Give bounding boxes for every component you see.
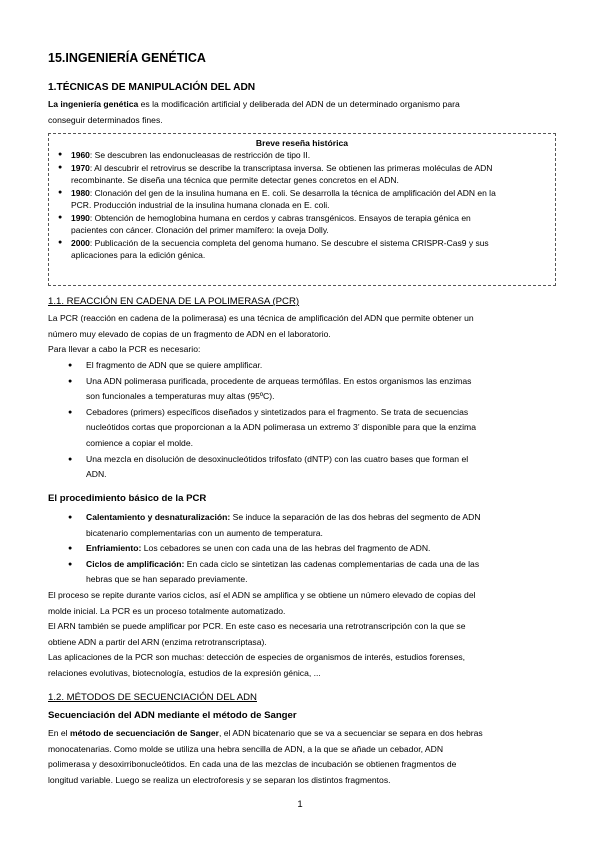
history-item [59,187,549,212]
list-item [48,358,563,374]
paragraph-line: El proceso se repite durante varios ciclos, así el ADN se amplifica y se obtiene un número elevado de copias del [48,590,476,600]
history-text: : Se descubren las endonucleasas de restricción de tipo II. [89,150,311,160]
step-text: Los cebadores se unen con cada una de las hebras del fragmento de ADN. [141,543,431,554]
pcr-intro-line: La PCR (reacción en cadena de la polimerasa) es una técnica de amplificación del ADN que permite obtener un [48,313,474,323]
list-item [48,452,563,483]
history-item [59,149,549,162]
pcr-closing-paragraphs [48,588,568,682]
list-item-text: Una ADN polimerasa purificada, procedente de arqueas termófilas. En estos organismos las enzimas [86,375,472,386]
list-item-text: ADN. [86,469,107,480]
history-year: 1970 [71,162,90,173]
page-number: 1 [297,799,303,810]
list-item-text: comience a copiar el molde. [86,437,193,448]
pcr-procedure-title: El procedimiento básico de la PCR [48,493,207,504]
intro-line-2: conseguir determinados fines. [48,114,163,125]
list-item-text: nucleótidos cortas que proporcionan a la ADN polimerasa un extremo 3’ disponible para que la enzima [86,422,476,433]
paragraph-line: Las aplicaciones de la PCR son muchas: detección de especies de organismos de interés, estudios forenses, [48,652,466,663]
pcr-requirements-lead: Para llevar a cabo la PCR es necesario: [48,344,201,355]
list-item [48,557,563,588]
step-text: bicatenario complementarias con un aumento de temperatura. [86,527,323,538]
history-year: 2000 [71,237,90,248]
section-title: 1.TÉCNICAS DE MANIPULACIÓN DEL ADN [48,82,256,93]
history-text: : Clonación del gen de la insulina humana en E. coli. Se desarrolla la técnica de amplificación del ADN en la [89,187,496,198]
history-year: 1990 [71,212,90,223]
paragraph-line: molde inicial. La PCR es un proceso totalmente automatizado. [48,605,286,616]
step-text: hebras que se han separado previamente. [86,574,248,585]
paragraph-line: obtiene ADN a partir del ARN (enzima retrotranscriptasa). [48,636,267,647]
intro-line-1-text: es la modificación artificial y deliberada del ADN de un determinado organismo para [138,99,460,109]
list-item [48,510,563,541]
list-item-text: El fragmento de ADN que se quiere amplificar. [86,360,263,370]
pcr-intro-line: número muy elevado de copias de un fragmento de ADN en el laboratorio. [48,328,331,339]
sequencing-section-title: 1.2. MÉTODOS DE SECUENCIACIÓN DEL ADN [48,692,257,703]
list-item [48,405,563,452]
list-item-text: son funcionales a temperaturas muy altas (95ºC). [86,391,275,402]
history-text: aplicaciones para la edición génica. [71,250,206,260]
pcr-requirements-list [48,358,563,483]
history-text: recombinante. Se diseña una técnica que permite detectar genes concretos en el ADN. [71,175,399,185]
history-text: : Obtención de hemoglobina humana en cerdos y cabras transgénicos. Ensayos de terapia génica en [89,212,471,223]
step-label: Enfriamiento: [86,543,142,554]
paragraph-line: El ARN también se puede amplificar por PCR. En este caso es necesaria una retrotranscripción con la que se [48,621,466,632]
history-item [59,162,549,187]
intro-bold-term: La ingeniería genética [48,99,139,109]
sanger-text: En el [48,728,70,738]
paragraph-line: relaciones evolutivas, biotecnología, estudios de la expresión génica, ... [48,667,321,678]
intro-line-1 [48,97,558,113]
history-text: : Publicación de la secuencia completa del genoma humano. Se descubre el sistema CRISPR-Cas9 y sus [89,237,489,248]
sanger-text: , el ADN bicatenario que se va a secuenciar se separa en dos hebras [219,728,483,738]
pcr-intro [48,311,563,358]
step-text: En cada ciclo se sintetizan las cadenas complementarias de cada una de las [184,558,480,569]
step-label: Ciclos de amplificación: [86,558,185,569]
paragraph-line: monocatenarias. Como molde se utiliza una hebra sencilla de ADN, a la que se añade un cebador, ADN [48,743,444,754]
history-year: 1960 [71,150,90,160]
paragraph-line: longitud variable. Luego se realiza un electroforesis y se separan los distintos fragmentos. [48,774,391,785]
history-text: : Al descubrir el retrovirus se describe la transcriptasa inversa. Se obtienen las primeras moléculas de ADN [89,162,493,173]
sanger-subtitle: Secuenciación del ADN mediante el método de Sanger [48,710,297,721]
history-text: PCR. Producción industrial de la insulina humana clonada en E. coli. [71,200,330,210]
pcr-steps-list [48,510,563,588]
sanger-paragraph [48,726,568,788]
paragraph-line [48,726,568,742]
pcr-section-title: 1.1. REACCIÓN EN CADENA DE LA POLIMERASA (PCR) [48,296,300,307]
history-box-title: Breve reseña histórica [255,138,349,148]
list-item-text: Una mezcla en disolución de desoxinucleótidos trifosfato (dNTP) con las cuatro bases que forman el [86,453,469,464]
list-item [48,541,563,557]
sanger-bold-term: método de secuenciación de Sanger [69,728,219,738]
step-text: Se induce la separación de las dos hebras del segmento de ADN [230,512,481,522]
history-text: pacientes con cáncer. Clonación del primer mamífero: la oveja Dolly. [71,225,329,235]
list-item-text: Cebadores (primers) específicos diseñados y sintetizados para el fragmento. Se trata de secuencias [86,406,469,417]
history-item [59,237,549,262]
intro-paragraph [48,97,558,128]
history-box [48,133,556,286]
paragraph-line: polimerasa y desoxirribonucleótidos. En cada una de las mezclas de incubación se obtienen fragmentos de [48,759,457,770]
history-list [59,149,549,262]
history-year: 1980 [71,187,90,198]
step-label: Calentamiento y desnaturalización: [86,512,231,522]
history-item [59,212,549,237]
chapter-title: 15.INGENIERÍA GENÉTICA [48,51,206,65]
list-item [48,374,563,405]
